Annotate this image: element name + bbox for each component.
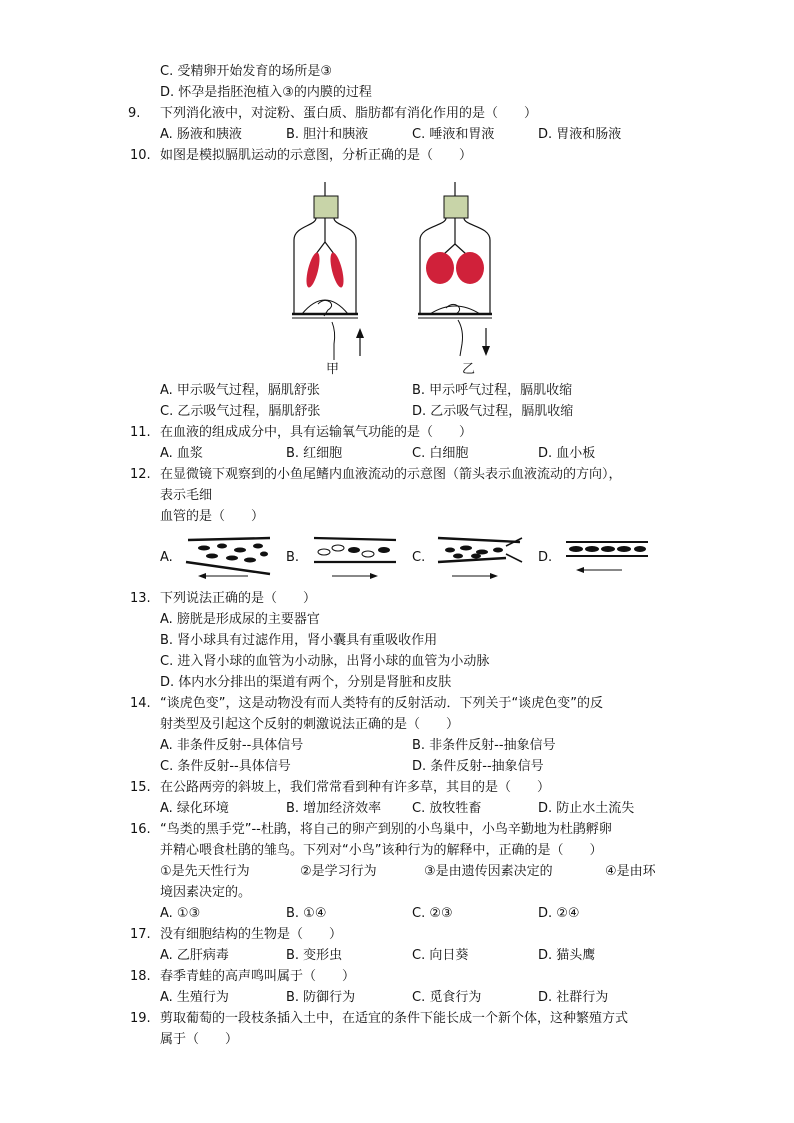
question-text-line1: 在显微镜下观察到的小鱼尾鳍内血液流动的示意图（箭头表示血液流动的方向）， (160, 467, 622, 482)
question-number: 11. (130, 425, 151, 440)
arrow-up-icon (356, 328, 364, 338)
statement-2: ②是学习行为 (300, 864, 377, 879)
figure-label-yi: 乙 (462, 362, 476, 377)
option-c: C. 唾液和胃液 (412, 127, 495, 142)
arrow-right-icon (370, 573, 378, 579)
q14-option-a: A. 非条件反射--具体信号 (160, 738, 304, 753)
statement-1: ①是先天性行为 (160, 864, 250, 879)
option-c: C. 觅食行为 (412, 990, 482, 1005)
question-number: 17. (130, 927, 151, 942)
option-a: A. 肠液和胰液 (160, 127, 242, 142)
option-a: A. 生殖行为 (160, 990, 229, 1005)
question-number: 13. (130, 591, 151, 606)
option-d: D. 社群行为 (538, 990, 609, 1005)
question-text-line1: “鸟类的黑手党”--杜鹃，将自己的卵产到别的小鸟巢中，小鸟辛勤地为杜鹃孵卵 (160, 822, 612, 837)
option-b: B. 变形虫 (286, 948, 343, 963)
vessel-figure-d (562, 532, 652, 582)
arrow-left-icon (576, 567, 584, 573)
lung-left (426, 252, 454, 284)
statement-4-continued: 境因素决定的。 (160, 885, 252, 900)
option-c: C. 向日葵 (412, 948, 469, 963)
q14-option-c: C. 条件反射--具体信号 (160, 759, 291, 774)
q10-option-d: D. 乙示吸气过程，膈肌收缩 (412, 404, 574, 419)
option-a: A. 血浆 (160, 446, 203, 461)
q14-option-b: B. 非条件反射--抽象信号 (412, 738, 556, 753)
question-text-line1: “谈虎色变”，这是动物没有而人类特有的反射活动．下列关于“谈虎色变”的反 (160, 696, 603, 711)
question-text: 春季青蛙的高声鸣叫属于（ ） (160, 969, 356, 984)
figure-label-jia: 甲 (326, 362, 340, 377)
question-number: 16. (130, 822, 151, 837)
question-text: 在公路两旁的斜坡上，我们常常看到种有许多草，其目的是（ ） (160, 780, 551, 795)
option-d: D. ②④ (538, 906, 580, 921)
question-text-line3: 血管的是（ ） (160, 509, 265, 524)
option-a: A. 绿化环境 (160, 801, 229, 816)
question-number: 10. (130, 148, 151, 163)
lung-right (328, 251, 346, 288)
question-text-line1: 剪取葡萄的一段枝条插入土中，在适宜的条件下能长成一个新个体，这种繁殖方式 (160, 1011, 629, 1026)
bell-jar-right (418, 182, 492, 356)
q13-option-a: A. 膀胱是形成尿的主要器官 (160, 612, 320, 627)
option-c: C. 放牧牲畜 (412, 801, 482, 816)
vessel-figure-c (436, 532, 526, 582)
option-a: A. 乙肝病毒 (160, 948, 229, 963)
option-c: C. 白细胞 (412, 446, 469, 461)
option-b: B. 增加经济效率 (286, 801, 382, 816)
diaphragm-model-figure (280, 182, 510, 378)
question-number: 15. (130, 780, 151, 795)
question-text: 下列说法正确的是（ ） (160, 591, 317, 606)
q12-option-d-label: D. (538, 550, 553, 565)
option-a: A. ①③ (160, 906, 201, 921)
question-number: 14. (130, 696, 151, 711)
diaphragm-membrane (430, 306, 480, 314)
question-text: 如图是模拟膈肌运动的示意图，分析正确的是（ ） (160, 148, 473, 163)
option-b: B. 防御行为 (286, 990, 356, 1005)
option-c: C. ②③ (412, 906, 453, 921)
question-number: 18. (130, 969, 151, 984)
q12-option-b-label: B. (286, 550, 300, 565)
q12-option-a-label: A. (160, 550, 173, 565)
question-text: 没有细胞结构的生物是（ ） (160, 927, 343, 942)
vessel-figure-b (310, 532, 400, 582)
question-text-line2: 射类型及引起这个反射的刺激说法正确的是（ ） (160, 717, 460, 732)
arrow-right-icon (490, 573, 498, 579)
option-d: D. 防止水土流失 (538, 801, 635, 816)
q13-option-d: D. 体内水分排出的渠道有两个，分别是肾脏和皮肤 (160, 675, 452, 690)
lung-right (456, 252, 484, 284)
arrow-down-icon (482, 346, 490, 356)
question-text-line2: 属于（ ） (160, 1032, 239, 1047)
option-b: B. 红细胞 (286, 446, 343, 461)
q10-option-c: C. 乙示吸气过程，膈肌舒张 (160, 404, 321, 419)
question-text: 下列消化液中，对淀粉、蛋白质、脂肪都有消化作用的是（ ） (160, 106, 538, 121)
option-d: D. 胃液和肠液 (538, 127, 622, 142)
q14-option-d: D. 条件反射--抽象信号 (412, 759, 544, 774)
option-b: B. 胆汁和胰液 (286, 127, 369, 142)
statement-4: ④是由环 (605, 864, 656, 879)
q8-option-d: D. 怀孕是指胚泡植入③的内膜的过程 (160, 85, 372, 100)
q8-option-c: C. 受精卵开始发育的场所是③ (160, 64, 332, 79)
diaphragm-membrane (302, 300, 348, 314)
option-d: D. 猫头鹰 (538, 948, 596, 963)
statement-3: ③是由遗传因素决定的 (424, 864, 553, 879)
question-text-line2: 表示毛细 (160, 488, 213, 503)
q13-option-c: C. 进入肾小球的血管为小动脉，出肾小球的血管为小动脉 (160, 654, 490, 669)
bell-jar-left (292, 182, 364, 360)
vessel-figure-a (184, 532, 274, 582)
q13-option-b: B. 肾小球具有过滤作用，肾小囊具有重吸收作用 (160, 633, 438, 648)
q10-option-a: A. 甲示吸气过程，膈肌舒张 (160, 383, 320, 398)
question-number: 9. (128, 106, 141, 121)
option-d: D. 血小板 (538, 446, 596, 461)
question-number: 19. (130, 1011, 151, 1026)
q12-option-c-label: C. (412, 550, 426, 565)
q10-option-b: B. 甲示呼气过程，膈肌收缩 (412, 383, 573, 398)
option-b: B. ①④ (286, 906, 327, 921)
arrow-left-icon (198, 573, 206, 579)
lung-left (304, 251, 322, 288)
question-text: 在血液的组成成分中，具有运输氧气功能的是（ ） (160, 425, 473, 440)
question-text-line2: 并精心喂食杜鹃的雏鸟。下列对“小鸟”该种行为的解释中，正确的是（ ） (160, 843, 603, 858)
question-number: 12. (130, 467, 151, 482)
